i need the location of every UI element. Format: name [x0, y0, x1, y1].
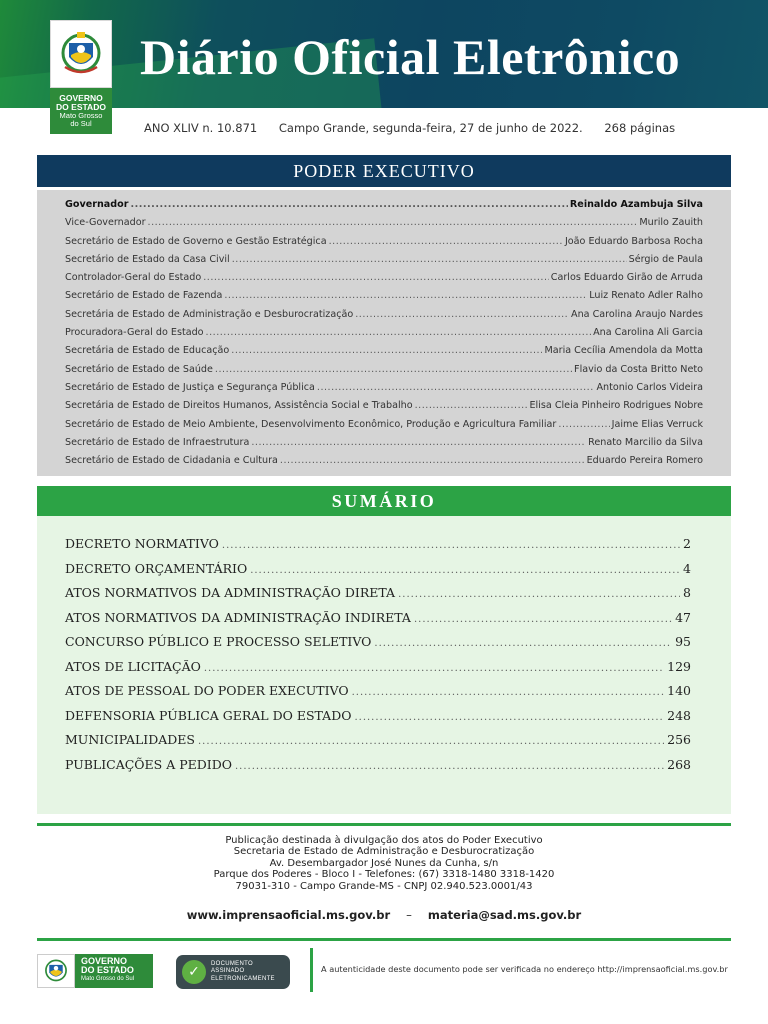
authenticity-note: A autenticidade deste documento pode ser verificada no endereço http://imprensaoficial.ms.gov.br	[321, 964, 728, 974]
sumario-item-page: 268	[667, 756, 691, 772]
poder-executivo-heading: PODER EXECUTIVO	[37, 155, 731, 187]
official-row	[65, 382, 703, 400]
official-name: Sérgio de Paula	[628, 253, 703, 265]
official-name: Carlos Eduardo Girão de Arruda	[550, 272, 703, 284]
sumario-item-page: 4	[683, 560, 691, 576]
dot-leader	[204, 663, 664, 674]
dot-leader	[232, 254, 627, 265]
dot-leader	[231, 345, 542, 356]
logo-line-1: GOVERNO	[59, 93, 103, 104]
dot-leader	[198, 736, 664, 747]
sumario-item[interactable]	[65, 683, 691, 708]
sumario-item[interactable]	[65, 561, 691, 586]
official-name: Flavio da Costa Britto Neto	[574, 363, 703, 375]
official-name: Renato Marcilio da Silva	[588, 436, 703, 448]
publication-line: Secretaria de Estado de Administração e Desburocratização	[233, 846, 535, 858]
footer-logo-line-3: Mato Grosso do Sul	[81, 975, 135, 982]
logo-line-2: DO ESTADO	[56, 102, 106, 113]
sumario-item[interactable]	[65, 659, 691, 684]
dot-leader	[130, 199, 567, 210]
sumario-item-page: 129	[667, 658, 691, 674]
publication-line: Parque dos Poderes - Bloco I - Telefones: (67) 3318-1480 3318-1420	[213, 869, 555, 881]
dot-leader	[215, 364, 572, 375]
sumario-item[interactable]	[65, 634, 691, 659]
page-count: 268 páginas	[604, 121, 676, 135]
dot-leader	[206, 327, 592, 338]
dot-leader	[329, 236, 563, 247]
dot-leader	[224, 290, 587, 301]
official-role: Secretário de Estado da Casa Civil	[65, 253, 230, 265]
sumario-item[interactable]	[65, 708, 691, 733]
official-row	[65, 290, 703, 308]
signed-document-badge	[176, 955, 290, 989]
official-role: Secretário de Estado de Meio Ambiente, Desenvolvimento Econômico, Produção e Agricultura Familiar	[65, 418, 557, 430]
sumario-item-page: 47	[675, 609, 691, 625]
official-role: Secretária de Estado de Administração e Desburocratização	[65, 308, 354, 320]
official-row	[65, 236, 703, 254]
official-role: Secretário de Estado de Fazenda	[65, 290, 223, 302]
official-name: Eduardo Pereira Romero	[586, 455, 703, 467]
dot-leader	[414, 614, 672, 625]
sumario-item[interactable]	[65, 585, 691, 610]
logo-caption	[50, 88, 112, 134]
website-link[interactable]: www.imprensaoficial.ms.gov.br	[186, 908, 391, 922]
sumario-item-label: DECRETO ORÇAMENTÁRIO	[65, 560, 248, 576]
official-role: Controlador-Geral do Estado	[65, 272, 202, 284]
official-row	[65, 254, 703, 272]
dot-leader	[203, 272, 549, 283]
contact-separator: –	[406, 908, 412, 922]
official-row	[65, 272, 703, 290]
sumario-item-page: 140	[667, 683, 691, 698]
official-name: Maria Cecília Amendola da Motta	[544, 345, 703, 357]
sumario-list	[37, 516, 731, 814]
footer-logo-line-2: DO ESTADO	[81, 965, 134, 976]
sumario-item-label: MUNICIPALIDADES	[65, 732, 195, 747]
sumario-item-label: ATOS DE LICITAÇÃO	[65, 658, 201, 674]
footer-logo-line-1: GOVERNO	[81, 956, 128, 966]
dot-leader	[222, 540, 680, 551]
logo-line-3: Mato Grosso	[59, 111, 103, 121]
footer-divider-top	[37, 823, 731, 826]
page-title: Diário Oficial Eletrônico	[140, 29, 681, 85]
dot-leader	[317, 382, 595, 393]
contact-line	[37, 908, 731, 922]
badge-line-2: ASSINADO	[211, 968, 245, 975]
official-name: Luiz Renato Adler Ralho	[589, 290, 703, 302]
official-row	[65, 345, 703, 363]
badge-line-1: DOCUMENTO	[211, 961, 253, 968]
official-row	[65, 455, 703, 473]
dot-leader	[398, 589, 680, 600]
official-name: Reinaldo Azambuja Silva	[569, 199, 703, 210]
sumario-item-label: DEFENSORIA PÚBLICA GERAL DO ESTADO	[65, 707, 352, 723]
official-role: Secretário de Estado de Saúde	[65, 363, 213, 375]
publication-line: Av. Desembargador José Nunes da Cunha, s/n	[269, 857, 499, 869]
sumario-item-page: 248	[667, 707, 691, 723]
sumario-item-page: 2	[683, 536, 691, 551]
official-row	[65, 419, 703, 437]
dot-leader	[235, 761, 664, 772]
sumario-item-label: DECRETO NORMATIVO	[65, 536, 219, 551]
official-row	[65, 217, 703, 235]
official-role: Secretário de Estado de Governo e Gestão Estratégica	[65, 235, 327, 247]
official-role: Secretária de Estado de Direitos Humanos, Assistência Social e Trabalho	[65, 400, 413, 412]
issue-info	[144, 121, 693, 135]
footer-divider-bottom	[37, 938, 731, 941]
official-name: Jaime Elias Verruck	[611, 418, 703, 430]
sumario-item-label: ATOS NORMATIVOS DA ADMINISTRAÇÃO DIRETA	[65, 585, 396, 600]
email-link[interactable]: materia@sad.ms.gov.br	[427, 908, 582, 922]
official-role: Secretário de Estado de Infraestrutura	[65, 436, 250, 448]
official-role: Governador	[65, 199, 129, 210]
official-role: Secretária de Estado de Educação	[65, 345, 230, 357]
badge-text	[211, 961, 275, 983]
sumario-item[interactable]	[65, 536, 691, 561]
dot-leader	[280, 455, 585, 466]
badge-line-3: ELETRONICAMENTE	[211, 975, 275, 982]
dot-leader	[355, 309, 569, 320]
logo-line-4: do Sul	[70, 118, 92, 128]
dot-leader	[354, 712, 664, 723]
sumario-item-page: 95	[675, 634, 691, 649]
official-row	[65, 400, 703, 418]
sumario-item-label: ATOS DE PESSOAL DO PODER EXECUTIVO	[65, 683, 349, 698]
official-row	[65, 327, 703, 345]
sumario-item-label: ATOS NORMATIVOS DA ADMINISTRAÇÃO INDIRETA	[65, 609, 411, 625]
logo-emblem	[50, 20, 112, 88]
official-role: Secretário de Estado de Justiça e Segurança Pública	[65, 381, 315, 393]
official-row	[65, 364, 703, 382]
footer-logo-emblem	[37, 954, 75, 988]
sumario-item-label: CONCURSO PÚBLICO E PROCESSO SELETIVO	[65, 634, 372, 649]
dot-leader	[374, 638, 672, 649]
official-row	[65, 199, 703, 217]
sumario-item[interactable]	[65, 610, 691, 635]
official-name: Ana Carolina Araujo Nardes	[571, 308, 703, 320]
signature-check-icon: ✓	[182, 960, 206, 984]
poder-executivo-list	[37, 190, 731, 476]
official-name: Antonio Carlos Videira	[596, 381, 703, 393]
dot-leader	[148, 217, 638, 228]
sumario-item[interactable]	[65, 757, 691, 782]
publication-line: 79031-310 - Campo Grande-MS - CNPJ 02.940.523.0001/43	[235, 880, 533, 892]
sumario-item-label: PUBLICAÇÕES A PEDIDO	[65, 756, 232, 772]
dot-leader	[558, 419, 609, 430]
state-logo	[50, 20, 112, 134]
sumario-heading: SUMÁRIO	[37, 486, 731, 516]
official-row	[65, 437, 703, 455]
official-role: Vice-Governador	[65, 217, 146, 229]
issue-number: ANO XLIV n. 10.871	[144, 121, 258, 135]
dot-leader	[352, 687, 665, 698]
sumario-item[interactable]	[65, 732, 691, 757]
state-coat-of-arms-icon	[42, 957, 70, 985]
official-role: Secretário de Estado de Cidadania e Cultura	[65, 455, 278, 467]
publication-info	[37, 835, 731, 892]
official-name: Ana Carolina Ali Garcia	[593, 327, 703, 339]
sumario-item-page: 256	[667, 732, 691, 747]
footer-vertical-divider	[310, 948, 313, 992]
dot-leader	[250, 565, 680, 576]
publication-line: Publicação destinada à divulgação dos atos do Poder Executivo	[225, 835, 543, 846]
dot-leader	[415, 400, 528, 411]
official-name: Murilo Zauith	[639, 217, 703, 229]
footer-state-logo	[37, 954, 153, 988]
official-role: Procuradora-Geral do Estado	[65, 327, 204, 339]
dot-leader	[251, 437, 586, 448]
state-coat-of-arms-icon	[59, 29, 103, 79]
official-name: João Eduardo Barbosa Rocha	[564, 235, 703, 247]
official-name: Elisa Cleia Pinheiro Rodrigues Nobre	[529, 400, 703, 412]
sumario-item-page: 8	[683, 585, 691, 600]
issue-date: Campo Grande, segunda-feira, 27 de junho de 2022.	[278, 121, 583, 135]
official-row	[65, 309, 703, 327]
footer-logo-caption	[75, 954, 153, 988]
